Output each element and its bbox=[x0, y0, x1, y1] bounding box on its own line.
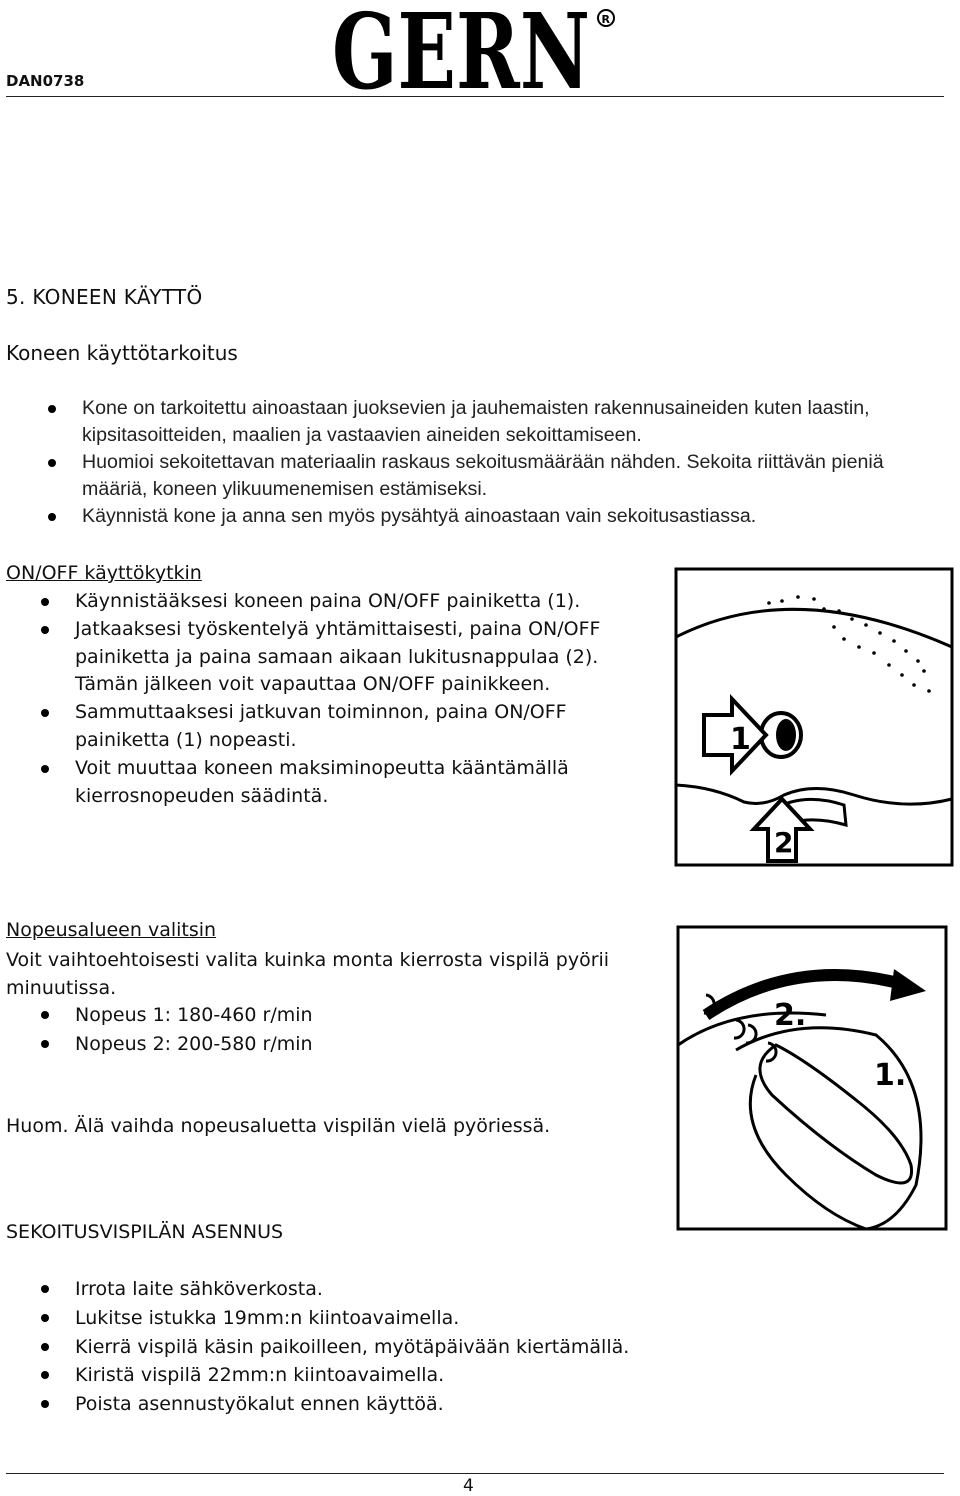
list-item: Lukitse istukka 19mm:n kiintoavaimella. bbox=[0, 1304, 900, 1333]
logo-text: GERN bbox=[332, 0, 590, 96]
list-item: Kiristä vispilä 22mm:n kiintoavaimella. bbox=[0, 1361, 900, 1390]
footer-rule bbox=[6, 1473, 944, 1474]
list-item: Käynnistääksesi koneen paina ON/OFF painiketta (1). bbox=[0, 588, 640, 616]
list-item: Käynnistä kone ja anna sen myös pysähtyä ainoastaan vain sekoitusastiassa. bbox=[7, 503, 907, 530]
list-item: Jatkaaksesi työskentelyä yhtämittaisesti, paina ON/OFF painiketta ja paina samaan aikaan lukitusnappulaa (2). Tämän jälkeen voit vapauttaa ON/OFF painikkeen. bbox=[0, 616, 640, 699]
onoff-heading: ON/OFF käyttökytkin bbox=[6, 562, 202, 584]
list-item: Voit muuttaa koneen maksiminopeutta kääntämällä kierrosnopeuden säädintä. bbox=[0, 755, 640, 811]
label-1: 1 bbox=[730, 722, 751, 757]
gern-logo bbox=[330, 0, 620, 96]
list-item: Kone on tarkoitettu ainoastaan juoksevien ja jauhemaisten rakennusaineiden kuten laastin, kipsitasoitteiden, maalien ja vastaavien aineiden sekoittamiseen. bbox=[7, 395, 907, 449]
page-number: 4 bbox=[463, 1476, 474, 1496]
purpose-list bbox=[7, 395, 907, 530]
section-title: 5. KONEEN KÄYTTÖ bbox=[6, 285, 203, 309]
list-item: Sammuttaaksesi jatkuvan toiminnon, paina ON/OFF painiketta (1) nopeasti. bbox=[0, 699, 640, 755]
whisk-heading: SEKOITUSVISPILÄN ASENNUS bbox=[6, 1221, 284, 1243]
label-speed-2: 2. bbox=[774, 998, 807, 1033]
list-item: Irrota laite sähköverkosta. bbox=[0, 1275, 900, 1304]
svg-text:R: R bbox=[601, 13, 610, 26]
list-item: Kierrä vispilä käsin paikoilleen, myötäpäivään kiertämällä. bbox=[0, 1333, 900, 1362]
label-speed-1: 1. bbox=[874, 1058, 907, 1093]
header-rule bbox=[6, 96, 944, 97]
speed-intro: Voit vaihtoehtoisesti valita kuinka monta kierrosta vispilä pyörii minuutissa. bbox=[6, 949, 610, 999]
speed-list bbox=[0, 1001, 640, 1058]
label-2: 2 bbox=[774, 826, 794, 859]
speed-note: Huom. Älä vaihda nopeusaluetta vispilän vielä pyöriessä. bbox=[6, 1115, 551, 1137]
list-item: Huomioi sekoitettavan materiaalin raskaus sekoitusmäärään nähden. Sekoita riittävän pieniä määriä, koneen ylikuumenemisen estämiseksi. bbox=[7, 449, 907, 503]
speed-dial-figure bbox=[676, 925, 948, 1231]
list-item: Poista asennustyökalut ennen käyttöä. bbox=[0, 1390, 900, 1419]
list-item: Nopeus 2: 200-580 r/min bbox=[0, 1030, 640, 1059]
onoff-list bbox=[0, 588, 640, 810]
speed-heading: Nopeusalueen valitsin bbox=[6, 919, 217, 941]
onoff-switch-figure bbox=[674, 567, 954, 867]
document-id: DAN0738 bbox=[6, 72, 85, 90]
whisk-list bbox=[0, 1275, 900, 1419]
section-subtitle: Koneen käyttötarkoitus bbox=[6, 341, 238, 365]
list-item: Nopeus 1: 180-460 r/min bbox=[0, 1001, 640, 1030]
